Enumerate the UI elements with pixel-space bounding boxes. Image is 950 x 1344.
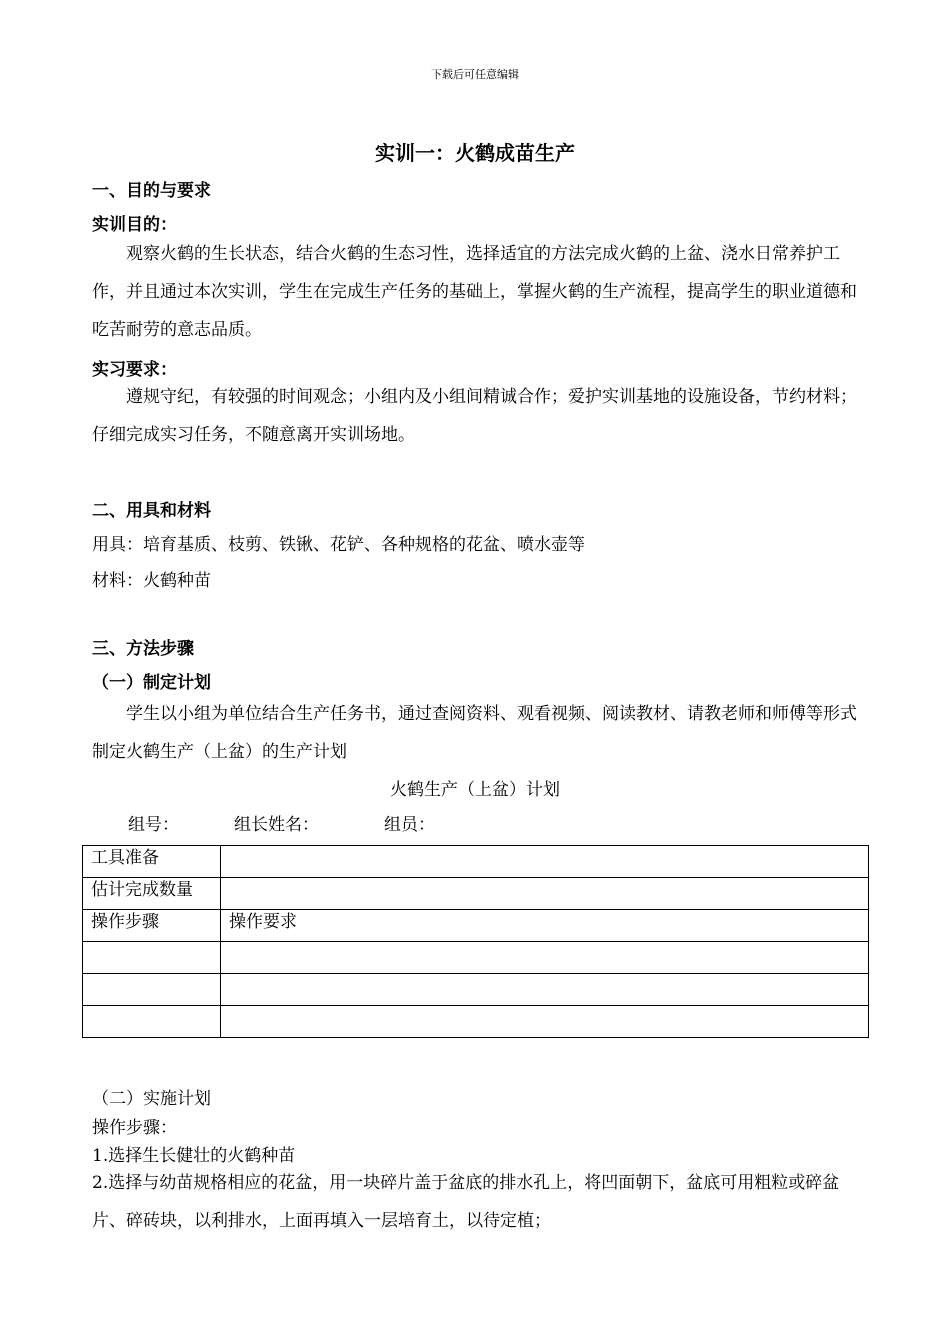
table-cell: 工具准备 xyxy=(83,846,221,878)
subsection-implement-heading: （二）实施计划 xyxy=(92,1089,211,1109)
tools-line: 用具：培育基质、枝剪、铁锹、花铲、各种规格的花盆、喷水壶等 xyxy=(92,535,585,555)
header-note: 下载后可任意编辑 xyxy=(431,68,519,81)
table-cell xyxy=(221,974,869,1006)
table-cell xyxy=(221,942,869,974)
requirement-paragraph: 遵规守纪，有较强的时间观念；小组内及小组间精诚合作；爱护实训基地的设施设备，节约材料；仔细完成实习任务，不随意离开实训场地。 xyxy=(92,387,857,445)
group-number-label: 组号： xyxy=(128,815,179,835)
materials-line: 材料：火鹤种苗 xyxy=(92,571,211,591)
table-cell xyxy=(83,974,221,1006)
members-label: 组员： xyxy=(384,815,435,835)
goal-paragraph: 观察火鹤的生长状态，结合火鹤的生态习性，选择适宜的方法完成火鹤的上盆、浇水日常养护工作，并且通过本次实训，学生在完成生产任务的基础上，掌握火鹤的生产流程，提高学生的职业道德和吃苦耐劳的意志品质。 xyxy=(92,244,857,340)
plan-table xyxy=(82,845,869,1038)
table-row xyxy=(83,846,869,878)
table-cell: 操作要求 xyxy=(221,910,869,942)
table-row xyxy=(83,878,869,910)
requirement-label: 实习要求： xyxy=(92,360,177,380)
goal-label: 实训目的： xyxy=(92,215,177,235)
table-cell xyxy=(83,942,221,974)
table-row xyxy=(83,974,869,1006)
table-row xyxy=(83,942,869,974)
subsection-plan-heading: （一）制定计划 xyxy=(92,673,211,693)
table-cell: 操作步骤 xyxy=(83,910,221,942)
table-row xyxy=(83,1006,869,1038)
step-2: 2.选择与幼苗规格相应的花盆，用一块碎片盖于盆底的排水孔上，将凹面朝下，盆底可用粗粒或碎盆片、碎砖块，以利排水，上面再填入一层培育土，以待定植； xyxy=(92,1173,840,1231)
table-cell xyxy=(83,1006,221,1038)
table-row xyxy=(83,910,869,942)
section-heading-1: 一、目的与要求 xyxy=(92,181,211,201)
table-cell xyxy=(221,878,869,910)
page-title: 实训一：火鹤成苗生产 xyxy=(375,141,575,165)
table-cell xyxy=(221,846,869,878)
table-cell: 估计完成数量 xyxy=(83,878,221,910)
section-heading-3: 三、方法步骤 xyxy=(92,639,194,659)
plan-title: 火鹤生产（上盆）计划 xyxy=(390,780,560,800)
section-heading-2: 二、用具和材料 xyxy=(92,501,211,521)
leader-name-label: 组长姓名： xyxy=(234,815,319,835)
table-cell xyxy=(221,1006,869,1038)
plan-paragraph: 学生以小组为单位结合生产任务书，通过查阅资料、观看视频、阅读教材、请教老师和师傅等形式制定火鹤生产（上盆）的生产计划 xyxy=(92,704,857,762)
step-1: 1.选择生长健壮的火鹤种苗 xyxy=(92,1146,296,1166)
steps-label: 操作步骤： xyxy=(92,1118,177,1138)
